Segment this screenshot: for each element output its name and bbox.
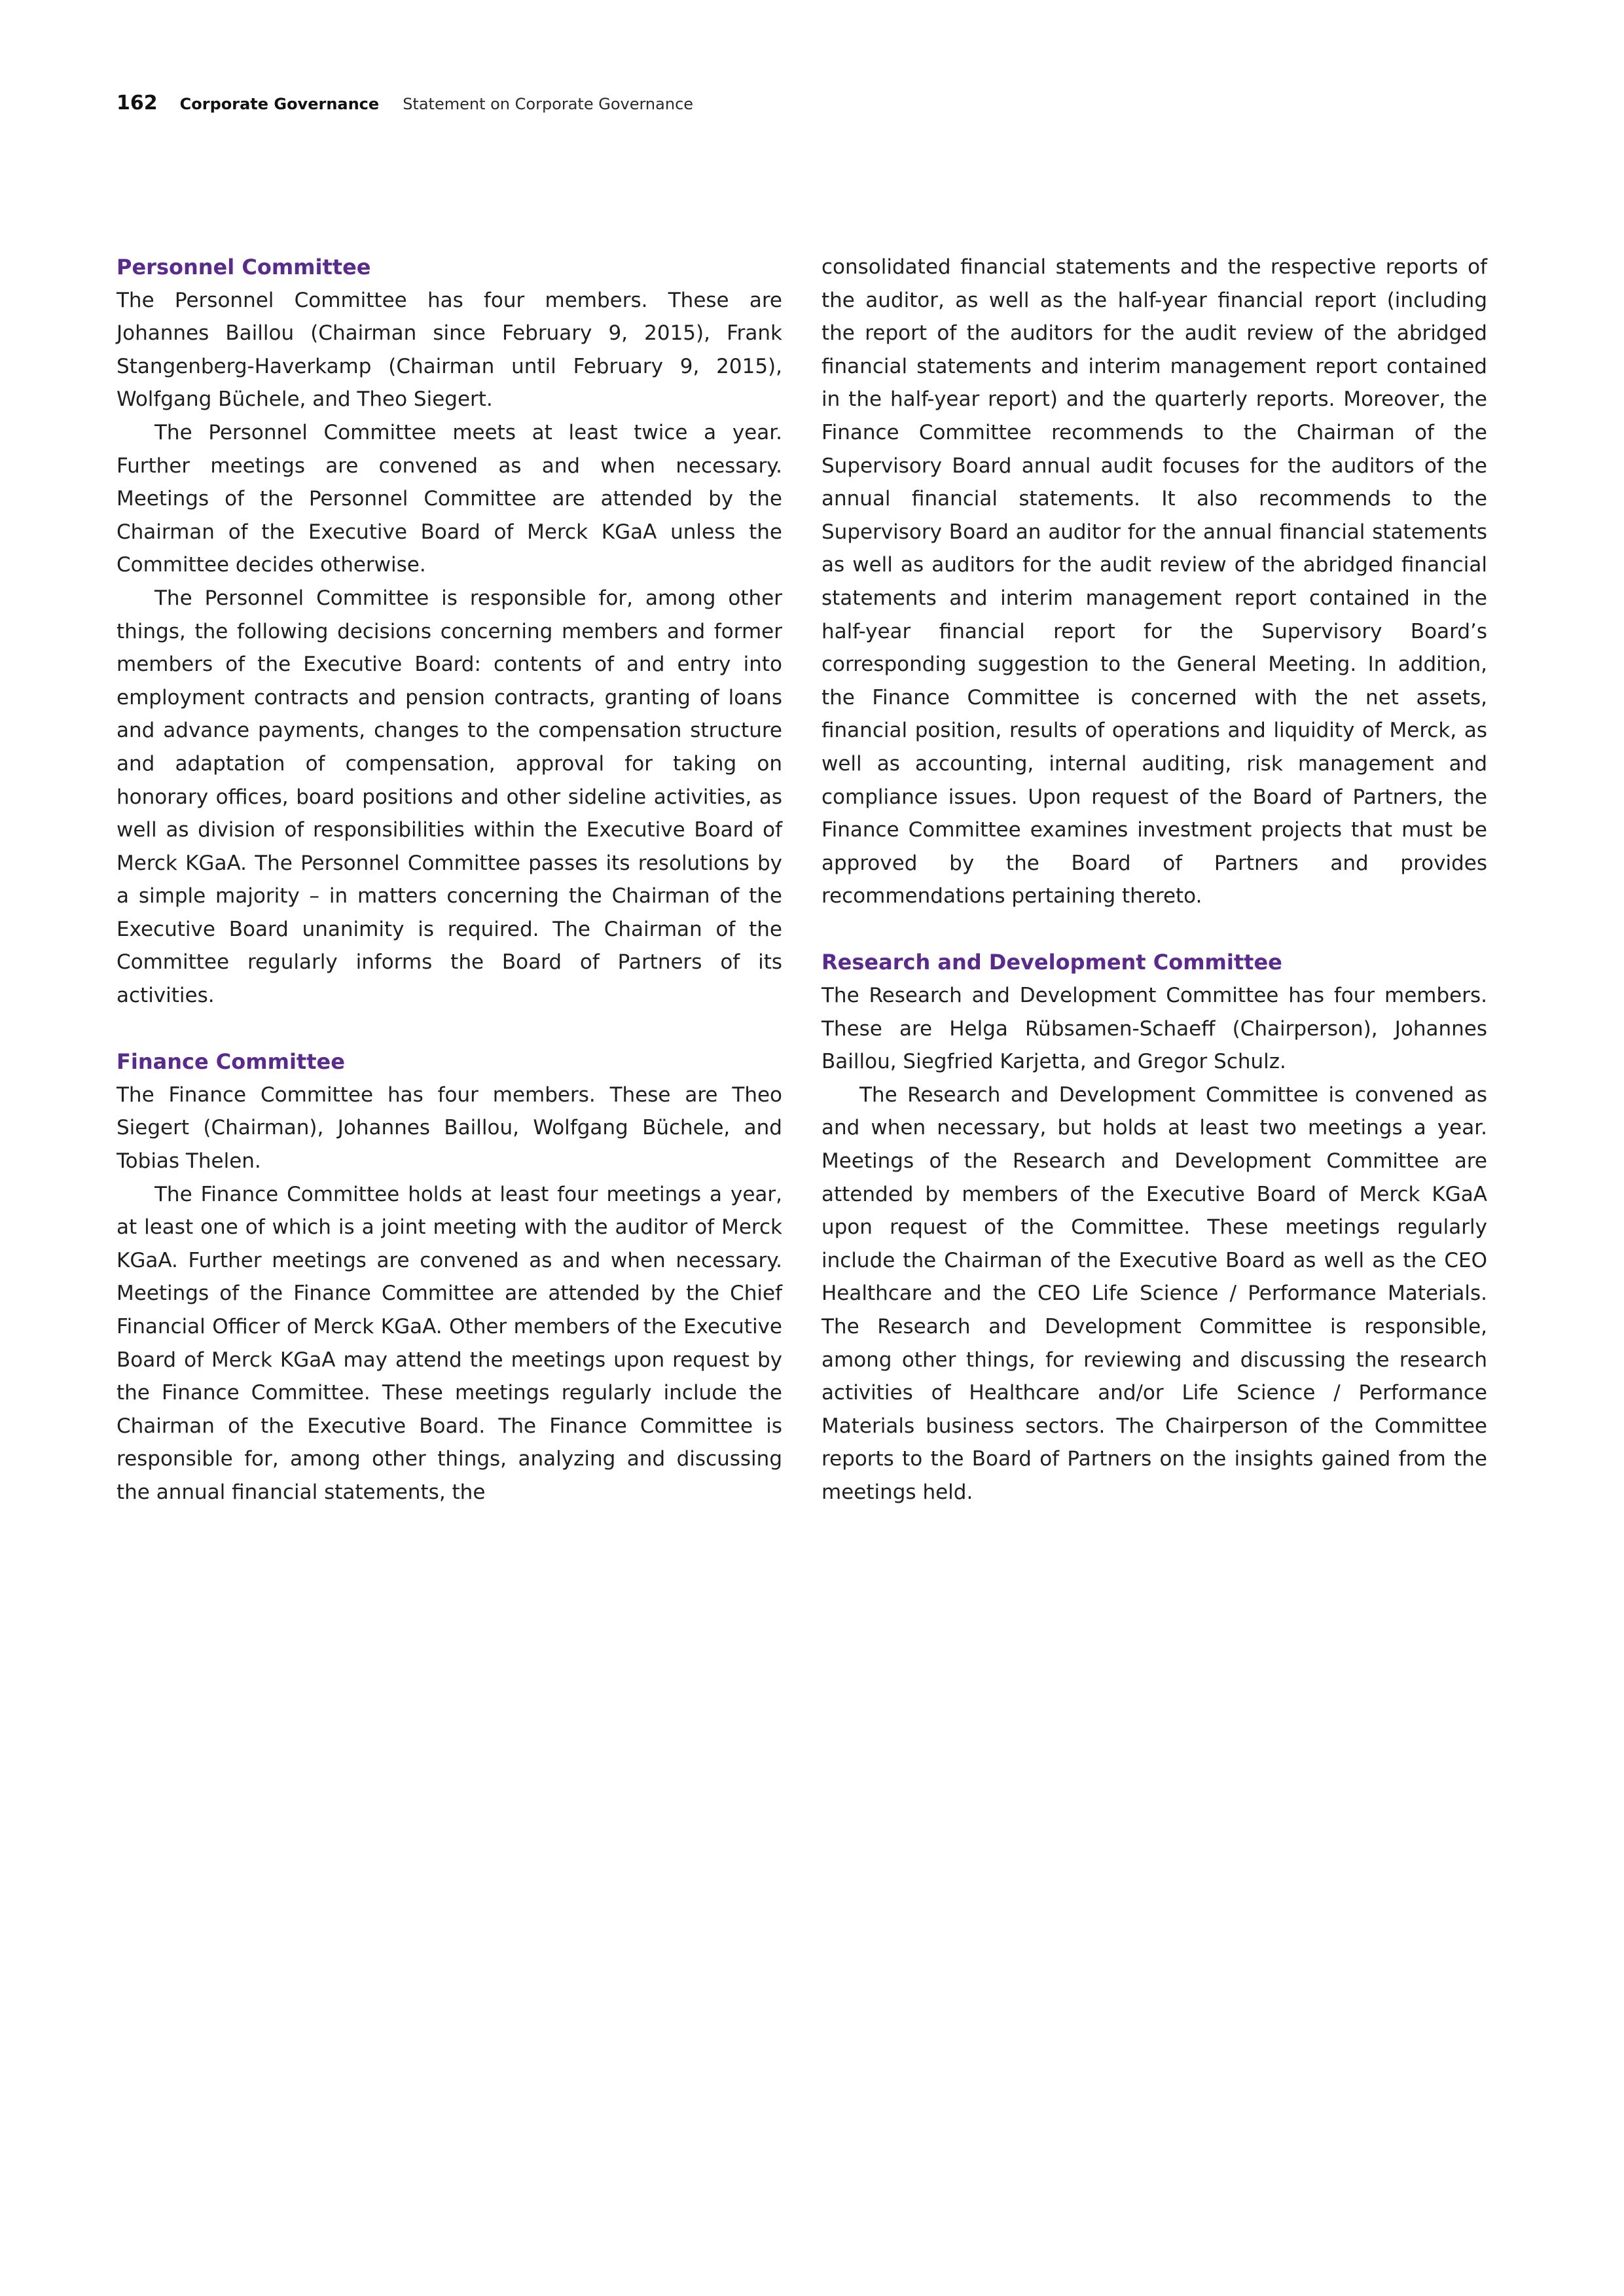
- personnel-paragraph-3: The Personnel Committee is responsible for, among other things, the following decisions concerning members and former members of the Executive Board: contents of and entry into employment contracts and pension contracts, granting of loans and advance payments, changes to the compensation structure and adaptation of compensation, approval for taking on honorary offices, board positions and other sideline activities, as well as division of responsibilities within the Executive Board of Merck KGaA. The Personnel Committee passes its resolutions by a simple majority – in matters concerning the Chairman of the Executive Board unanimity is required. The Chairman of the Committee regularly informs the Board of Partners of its activities.: [117, 586, 782, 1008]
- personnel-committee-heading: Personnel Committee: [117, 255, 371, 279]
- page-number: 162: [117, 92, 158, 115]
- running-header: [117, 92, 693, 118]
- research-paragraph-2: The Research and Development Committee is convened as and when necessary, but holds at least two meetings a year. Meetings of the Research and Development Committee are attended by members of the Executive Board of Merck KGaA upon request of the Committee. These meetings regularly include the Chairman of the Executive Board as well as the CEO Healthcare and the CEO Life Science / Performance Materials. The Research and Development Committee is responsible, among other things, for reviewing and discussing the research activities of Healthcare and/or Life Science / Performance Materials business sectors. The Chairperson of the Committee reports to the Board of Partners on the insights gained from the meetings held.: [821, 1083, 1487, 1504]
- finance-paragraph-2: The Finance Committee holds at least four meetings a year, at least one of which is a joint meeting with the auditor of Merck KGaA. Further meetings are convened as and when necessary. Meetings of the Finance Committee are attended by the Chief Financial Officer of Merck KGaA. Other members of the Executive Board of Merck KGaA may attend the meetings upon request by the Finance Committee. These meetings regularly include the Chairman of the Executive Board. The Finance Committee is responsible for, among other things, analyzing and discussing the annual financial statements, the: [117, 1182, 782, 1504]
- section-spacer: [821, 913, 1487, 946]
- left-column: [117, 251, 782, 1509]
- subsection-title: Statement on Corporate Governance: [403, 95, 694, 113]
- section-title: Corporate Governance: [179, 95, 380, 113]
- research-committee-heading: Research and Development Committee: [821, 950, 1282, 975]
- section-spacer: [117, 1013, 782, 1046]
- finance-paragraph-2-continued: consolidated financial statements and the respective reports of the auditor, as well as the half-year financial report (including the report of the auditors for the audit review of the abridged financial statements and interim management report contained in the half-year report) and the quarterly reports. Moreover, the Finance Committee recommends to the Chairman of the Supervisory Board annual audit focuses for the auditors of the annual financial statements. It also recommends to the Supervisory Board an auditor for the annual financial statements as well as auditors for the audit review of the abridged financial statements and interim management report contained in the half-year financial report for the Supervisory Board’s corresponding suggestion to the General Meeting. In addition, the Finance Committee is concerned with the net assets, financial position, results of operations and liquidity of Merck, as well as accounting, internal auditing, risk management and compliance issues. Upon request of the Board of Partners, the Finance Committee examines investment projects that must be approved by the Board of Partners and provides recommendations pertaining thereto.: [821, 255, 1487, 908]
- personnel-paragraph-2: The Personnel Committee meets at least twice a year. Further meetings are convened as and when necessary. Meetings of the Personnel Committee are attended by the Chairman of the Executive Board of Merck KGaA unless the Committee decides otherwise.: [117, 420, 782, 577]
- finance-paragraph-1: The Finance Committee has four members. These are Theo Siegert (Chairman), Johannes Baillou, Wolfgang Büchele, and Tobias Thelen.: [117, 1083, 782, 1174]
- right-column: [821, 251, 1487, 1509]
- research-paragraph-1: The Research and Development Committee has four members. These are Helga Rübsamen-Schaeff (Chairperson), Johannes Baillou, Siegfried Karjetta, and Gregor Schulz.: [821, 984, 1487, 1074]
- finance-committee-heading: Finance Committee: [117, 1049, 345, 1075]
- personnel-paragraph-1: The Personnel Committee has four members. These are Johannes Baillou (Chairman since February 9, 2015), Frank Stangenberg-Haverkamp (Chairman until February 9, 2015), Wolfgang Büchele, and Theo Siegert.: [117, 288, 782, 412]
